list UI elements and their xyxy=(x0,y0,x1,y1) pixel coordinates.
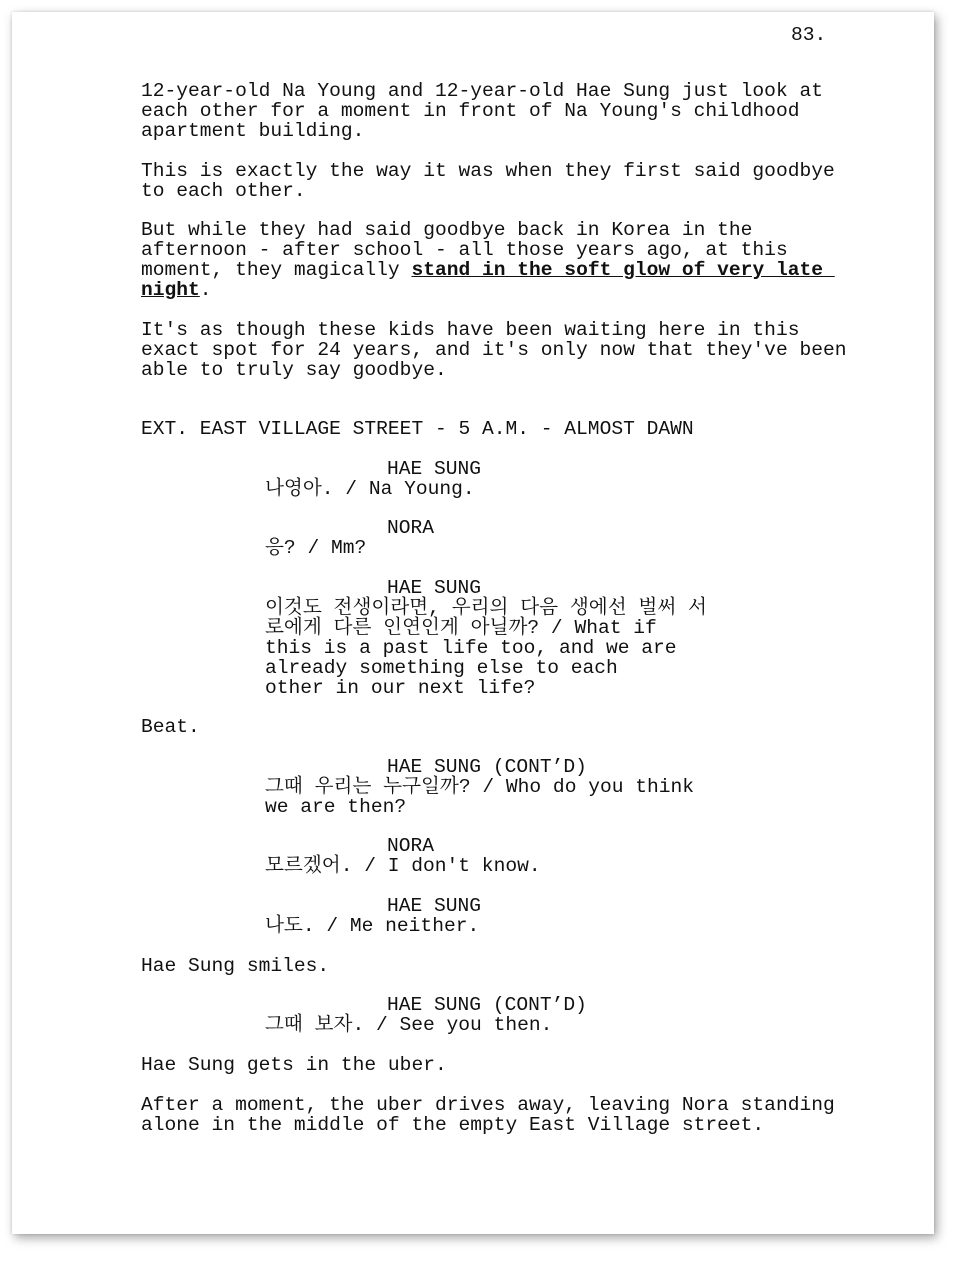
dialogue: 그때 우리는 누구일까? / Who do you think we are then? xyxy=(265,776,695,818)
action-beat: Beat. xyxy=(141,716,200,738)
action-paragraph-3-end: . xyxy=(199,279,212,301)
character-name: HAE SUNG xyxy=(387,577,482,599)
action-final: After a moment, the uber drives away, leaving Nora standing alone in the middle of the empty East Village street. xyxy=(141,1094,835,1136)
action-paragraph-3-text: But while they had said goodbye back in Korea in the afternoon - after school - all those years ago, at this moment, they magically xyxy=(141,219,788,281)
emphasized-text: stand in the soft glow of very late night xyxy=(141,259,823,301)
dialogue: 나영아. / Na Young. xyxy=(265,478,475,500)
dialogue: 이것도 전생이라면, 우리의 다음 생에선 벌써 서 로에게 다른 인연인게 아닐까? / What if this is a past life too, and we are already something else to each other in our next life? xyxy=(265,597,707,699)
character-name: HAE SUNG xyxy=(387,458,482,480)
page-number: 83. xyxy=(791,24,827,46)
dialogue: 나도. / Me neither. xyxy=(265,915,480,937)
dialogue: 모르겠어. / I don't know. xyxy=(265,855,541,877)
action-uber: Hae Sung gets in the uber. xyxy=(141,1054,447,1076)
character-name: HAE SUNG (CONT’D) xyxy=(387,994,587,1016)
script-page xyxy=(12,12,934,1234)
action-paragraph-1: 12-year-old Na Young and 12-year-old Hae Sung just look at each other for a moment in front of Na Young's childhood apartment building. xyxy=(141,80,823,142)
character-name: NORA xyxy=(387,835,435,857)
character-name: NORA xyxy=(387,517,435,539)
action-smiles: Hae Sung smiles. xyxy=(141,955,330,977)
action-paragraph-4: It's as though these kids have been waiting here in this exact spot for 24 years, and it's only now that they've been able to truly say goodbye. xyxy=(141,319,847,381)
action-paragraph-3 xyxy=(141,220,835,300)
dialogue: 그때 보자. / See you then. xyxy=(265,1014,553,1036)
scene-heading: EXT. EAST VILLAGE STREET - 5 A.M. - ALMOST DAWN xyxy=(141,418,694,440)
character-name: HAE SUNG xyxy=(387,895,482,917)
character-name: HAE SUNG (CONT’D) xyxy=(387,756,587,778)
action-paragraph-2: This is exactly the way it was when they first said goodbye to each other. xyxy=(141,160,835,202)
dialogue: 응? / Mm? xyxy=(265,537,367,559)
